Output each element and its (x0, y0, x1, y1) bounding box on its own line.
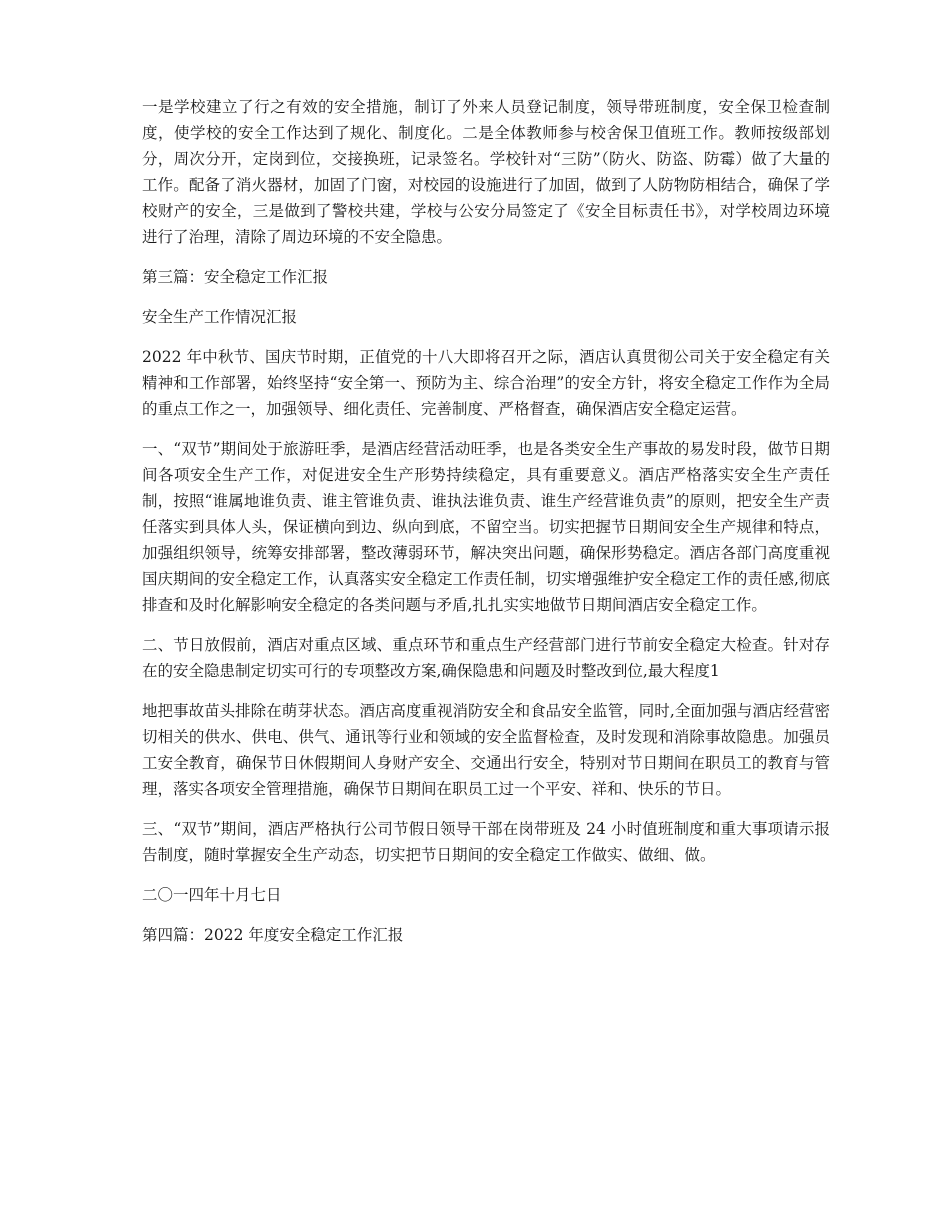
date-line: 二〇一四年十月七日 (142, 886, 282, 904)
paragraph-introduction: 2022 年中秋节、国庆节时期，正值党的十八大即将召开之际，酒店认真贯彻公司关于安全稳定有关精神和工作部署，始终坚持“安全第一、预防为主、综合治理”的安全方针，将安全稳定工作作为全局的重点工作之一，加强领导、细化责任、完善制度、严格督查，确保酒店安全稳定运营。 (142, 348, 830, 418)
section-heading-part-four: 第四篇：2022 年度安全稳定工作汇报 (142, 926, 404, 944)
report-title: 安全生产工作情况汇报 (142, 308, 298, 326)
paragraph-item-three: 三、“双节”期间，酒店严格执行公司节假日领导干部在岗带班及 24 小时值班制度和重大事项请示报告制度，随时掌握安全生产动态，切实把节日期间的安全稳定工作做实、做细、做。 (142, 820, 830, 864)
section-heading-part-three: 第三篇：安全稳定工作汇报 (142, 268, 329, 286)
paragraph-item-two-continued: 地把事故苗头排除在萌芽状态。酒店高度重视消防安全和食品安全监管，同时,全面加强与酒店经营密切相关的供水、供电、供气、通讯等行业和领域的安全监督检查，及时发现和消除事故隐患。加强员工安全教育，确保节日休假期间人身财产安全、交通出行安全，特别对节日期间在职员工的教育与管理，落实各项安全管理措施，确保节日期间在职员工过一个平安、祥和、快乐的节日。 (142, 702, 830, 798)
paragraph-school-safety-measures: 一是学校建立了行之有效的安全措施，制订了外来人员登记制度，领导带班制度，安全保卫检查制度，使学校的安全工作达到了规化、制度化。二是全体教师参与校舍保卫值班工作。教师按级部划分，周次分开，定岗到位，交接换班，记录签名。学校针对“三防”（防火、防盗、防霉）做了大量的工作。配备了消火器材，加固了门窗，对校园的设施进行了加固，做到了人防物防相结合，确保了学校财产的安全，三是做到了警校共建，学校与公安分局签定了《安全目标责任书》，对学校周边环境进行了治理，清除了周边环境的不安全隐患。 (142, 98, 830, 246)
paragraph-item-one: 一、“双节”期间处于旅游旺季，是酒店经营活动旺季，也是各类安全生产事故的易发时段，做节日期间各项安全生产工作，对促进安全生产形势持续稳定，具有重要意义。酒店严格落实安全生产责任制，按照“谁属地谁负责、谁主管谁负责、谁执法谁负责、谁生产经营谁负责”的原则，把安全生产责任落实到具体人头，保证横向到边、纵向到底，不留空当。切实把握节日期间安全生产规律和特点，加强组织领导，统筹安排部署，整改薄弱环节，解决突出问题，确保形势稳定。酒店各部门高度重视国庆期间的安全稳定工作，认真落实安全稳定工作责任制，切实增强维护安全稳定工作的责任感,彻底排查和及时化解影响安全稳定的各类问题与矛盾,扎扎实实地做节日期间酒店安全稳定工作。 (142, 440, 830, 614)
document-page (142, 94, 830, 962)
paragraph-item-two: 二、节日放假前，酒店对重点区域、重点环节和重点生产经营部门进行节前安全稳定大检查。针对存在的安全隐患制定切实可行的专项整改方案,确保隐患和问题及时整改到位,最大程度1 (142, 636, 830, 680)
